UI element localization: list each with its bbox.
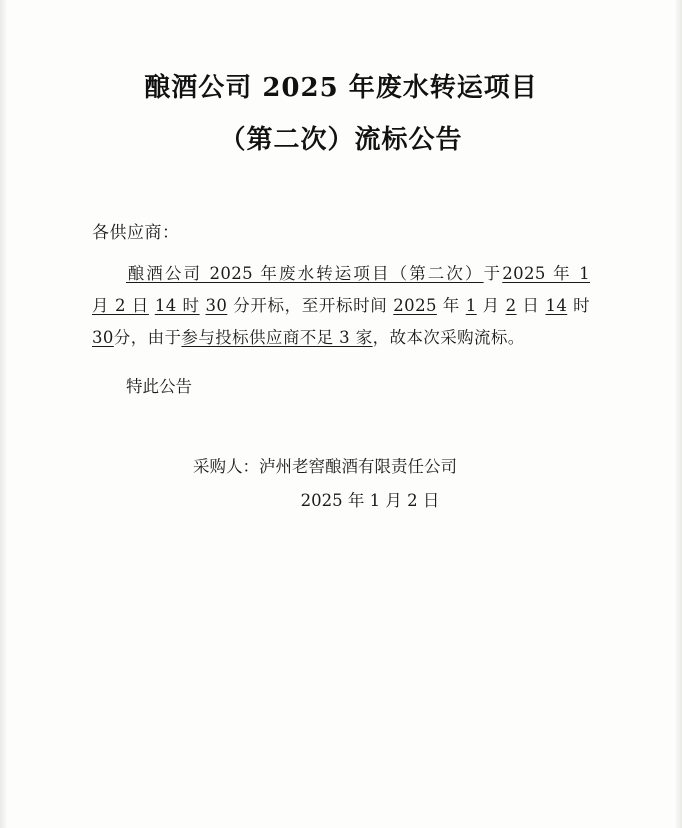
reason-text: 参与投标供应商不足 3 家 [181,328,373,347]
open-month-unit: 月 [482,296,500,315]
signature-date: 2025 年 1 月 2 日 [300,491,440,510]
open-bid-text: 分开标，至开标时间 [233,296,388,315]
title-line-2: （第二次）流标公告 [219,125,463,155]
title-line-1: 酿酒公司 2025 年废水转运项目 [144,73,538,103]
open-minute-text: 30 [92,328,114,347]
salutation: 各供应商： [92,223,180,243]
signature-block [0,450,682,518]
document-title [0,62,682,166]
bid-date-text: 月 2 日 [92,296,149,315]
result-text: ，故本次采购流标。 [372,328,525,347]
announcement-paragraph [0,258,682,354]
open-year-text: 2025 [393,296,437,315]
buyer-label: 采购人： [193,457,259,476]
open-month-text: 1 [465,296,477,315]
bid-hour-text: 14 时 [154,296,200,315]
open-day-text: 2 [505,296,517,315]
open-hour-unit: 时 [573,296,591,315]
project-name-text: 酿酒公司 2025 年废水转运项目（第二次） [126,264,484,283]
open-year-unit: 年 [442,296,460,315]
open-minute-unit: 分， [113,328,148,347]
buyer-name: 泸州老窖酿酒有限责任公司 [259,457,457,476]
bid-year-text: 2025 年 1 [502,264,591,283]
connector-yu: 于 [483,264,503,283]
buyer-line [0,450,590,484]
open-hour-text: 14 [545,296,568,315]
notice-line [0,372,682,402]
reason-prefix: 由于 [147,328,182,347]
open-day-unit: 日 [522,296,540,315]
notice-text: 特此公告 [126,377,192,396]
bid-minute-text: 30 [205,296,228,315]
